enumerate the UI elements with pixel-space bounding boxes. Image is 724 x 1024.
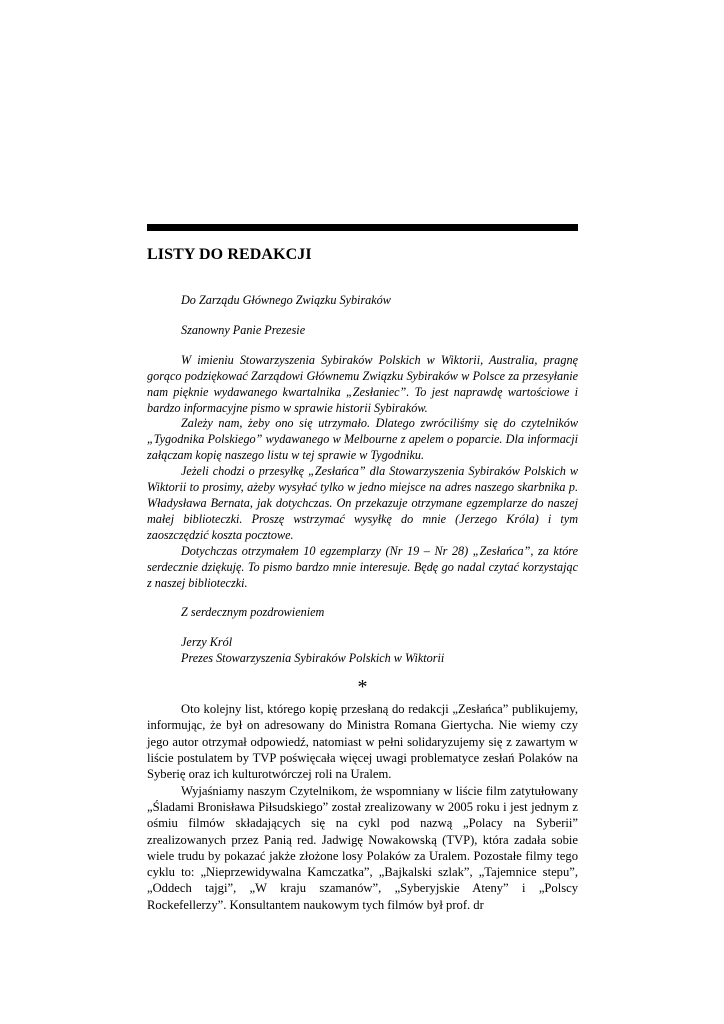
letter-salutation: Szanowny Panie Prezesie: [181, 322, 306, 337]
letter-closing: Z serdecznym pozdrowieniem: [181, 605, 325, 620]
top-rule: [147, 224, 578, 231]
signature-name: Jerzy Król: [181, 635, 233, 650]
body-text: [147, 701, 578, 913]
letter-paragraph: Dotychczas otrzymałem 10 egzemplarzy (Nr 19 – Nr 28) „Zesłańca”, za które serdecznie dziękuję. To pismo bardzo mnie interesuje. Będę go nadal czytać korzystając z naszej biblioteczki.: [147, 543, 578, 590]
body-paragraph: Wyjaśniamy naszym Czytelnikom, że wspomniany w liście film zatytułowany „Śladami Bronisława Piłsudskiego” został zrealizowany w 2005 roku i jest jednym z ośmiu filmów składających się na cykl pod nazwą „Polacy na Syberii” zrealizowanych przez Panią red. Jadwigę Nowakowską (TVP), która zadała sobie wiele trudu by pokazać jakże złożone losy Polaków za Uralem. Pozostałe filmy tego cyklu to: „Nieprzewidywalna Kamczatka”, „Bajkalski szlak”, „Tajemnice stepu”, „Oddech tajgi”, „W kraju szamanów”, „Syberyjskie Ateny” i „Polscy Rockefellerzy”. Konsultantem naukowym tych filmów był prof. dr: [147, 783, 578, 912]
letter-addressee: Do Zarządu Głównego Związku Sybiraków: [181, 293, 391, 307]
letter-paragraph: Jeżeli chodzi o przesyłkę „Zesłańca” dla Stowarzyszenia Sybiraków Polskich w Wiktorii to prosimy, ażeby wysyłać tylko w jedno miejsce na adres naszego skarbnika p. Władysława Bernata, jak dotychczas. On przekazuje otrzymane egzemplarze do naszej małej biblioteczki. Proszę wstrzymać wysyłkę do mnie (Jerzego Króla) i tym zaoszczędzić koszta pocztowe.: [147, 464, 578, 542]
letter-paragraph: W imieniu Stowarzyszenia Sybiraków Polskich w Wiktorii, Australia, pragnę gorąco podziękować Zarządowi Głównemu Związku Sybiraków w Polsce za przesyłanie nam pięknie wydawanego kwartalnika „Zesłaniec”. To jest naprawdę wartościowe i bardzo informacyjne pismo w sprawie historii Sybiraków.: [147, 352, 578, 415]
body-paragraph: Oto kolejny list, którego kopię przesłaną do redakcji „Zesłańca” publikujemy, informując, że był on adresowany do Ministra Romana Giertycha. Nie wiemy czy jego autor otrzymał odpowiedź, natomiast w pełni solidaryzujemy się z zawartym w liście postulatem by TVP poświęcała więcej uwagi problematyce zesłań Polaków na Syberię oraz ich kulturotwórczej roli na Uralem.: [147, 702, 578, 782]
signature-title: Prezes Stowarzyszenia Sybiraków Polskich w Wiktorii: [181, 651, 445, 666]
letter-paragraph: Zależy nam, żeby ono się utrzymało. Dlatego zwróciliśmy się do czytelników „Tygodnika Polskiego” wydawanego w Melbourne z apelem o poparcie. Dla informacji załączam kopię naszego listu w tej sprawie w Tygodniku.: [147, 416, 578, 463]
page-content: [147, 224, 578, 913]
section-title: LISTY DO REDAKCJI: [147, 246, 312, 263]
letter: [147, 293, 578, 697]
section-separator: *: [357, 676, 368, 699]
